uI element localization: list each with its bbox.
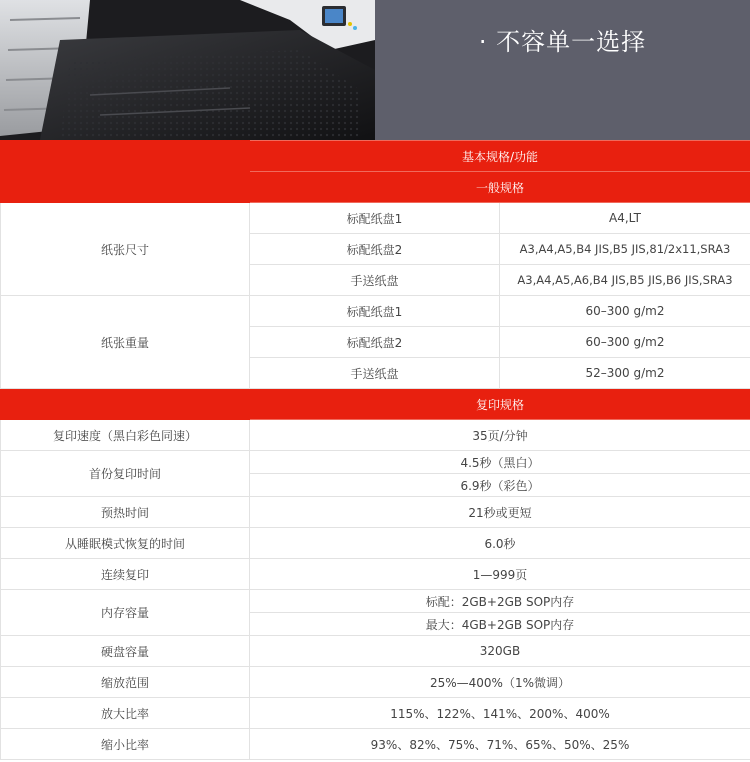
table-row [1,296,750,327]
copier-image [0,0,375,140]
spec-label: 硬盘容量 [1,636,250,667]
spec-value: 115%、122%、141%、200%、400% [250,698,750,729]
tray-value: A3,A4,A5,A6,B4 JIS,B5 JIS,B6 JIS,SRA3 [500,265,750,296]
spec-label: 从睡眠模式恢复的时间 [1,528,250,559]
table-row [1,590,750,613]
table-row [1,203,750,234]
table-row [1,559,750,590]
tray-name: 标配纸盘2 [250,234,500,265]
spec-value: 6.9秒（彩色） [250,474,750,497]
spec-value: 标配：2GB+2GB SOP内存 [250,590,750,613]
spec-label: 缩放范围 [1,667,250,698]
tray-value: 60–300 g/m2 [500,327,750,358]
table-row [1,698,750,729]
spec-table [0,140,750,760]
tray-value: A4,LT [500,203,750,234]
slogan-text: · 不容单一选择 [478,28,647,56]
paper-size-label: 纸张尺寸 [1,203,250,296]
tray-value: A3,A4,A5,B4 JIS,B5 JIS,81/2x11,SRA3 [500,234,750,265]
spec-value: 25%—400%（1%微调） [250,667,750,698]
spec-label: 首份复印时间 [1,451,250,497]
table-row [1,729,750,760]
spec-value: 35页/分钟 [250,420,750,451]
spec-label: 连续复印 [1,559,250,590]
tray-value: 52–300 g/m2 [500,358,750,389]
tray-name: 标配纸盘2 [250,327,500,358]
slogan-panel [375,0,750,140]
spec-value: 320GB [250,636,750,667]
table-row [1,451,750,474]
general-header-spacer [1,172,250,203]
banner [0,0,750,140]
spec-value: 6.0秒 [250,528,750,559]
table-row [1,636,750,667]
table-row [1,528,750,559]
tray-name: 手送纸盘 [250,358,500,389]
copy-spec-header: 复印规格 [250,389,750,420]
general-spec-header: 一般规格 [250,172,750,203]
spec-value: 4.5秒（黑白） [250,451,750,474]
tray-name: 手送纸盘 [250,265,500,296]
table-row [1,497,750,528]
table-row [1,420,750,451]
product-photo [0,0,375,140]
spec-label: 缩小比率 [1,729,250,760]
copy-header-spacer [1,389,250,420]
spec-label: 预热时间 [1,497,250,528]
spec-label: 内存容量 [1,590,250,636]
paper-weight-label: 纸张重量 [1,296,250,389]
table-title: 基本规格/功能 [250,141,750,172]
spec-value: 93%、82%、75%、71%、65%、50%、25% [250,729,750,760]
spec-value: 21秒或更短 [250,497,750,528]
tray-name: 标配纸盘1 [250,203,500,234]
table-row [1,667,750,698]
tray-value: 60–300 g/m2 [500,296,750,327]
spec-value: 最大：4GB+2GB SOP内存 [250,613,750,636]
spec-value: 1—999页 [250,559,750,590]
spec-label: 复印速度（黑白彩色同速） [1,420,250,451]
title-row-spacer [1,141,250,172]
tray-name: 标配纸盘1 [250,296,500,327]
spec-label: 放大比率 [1,698,250,729]
